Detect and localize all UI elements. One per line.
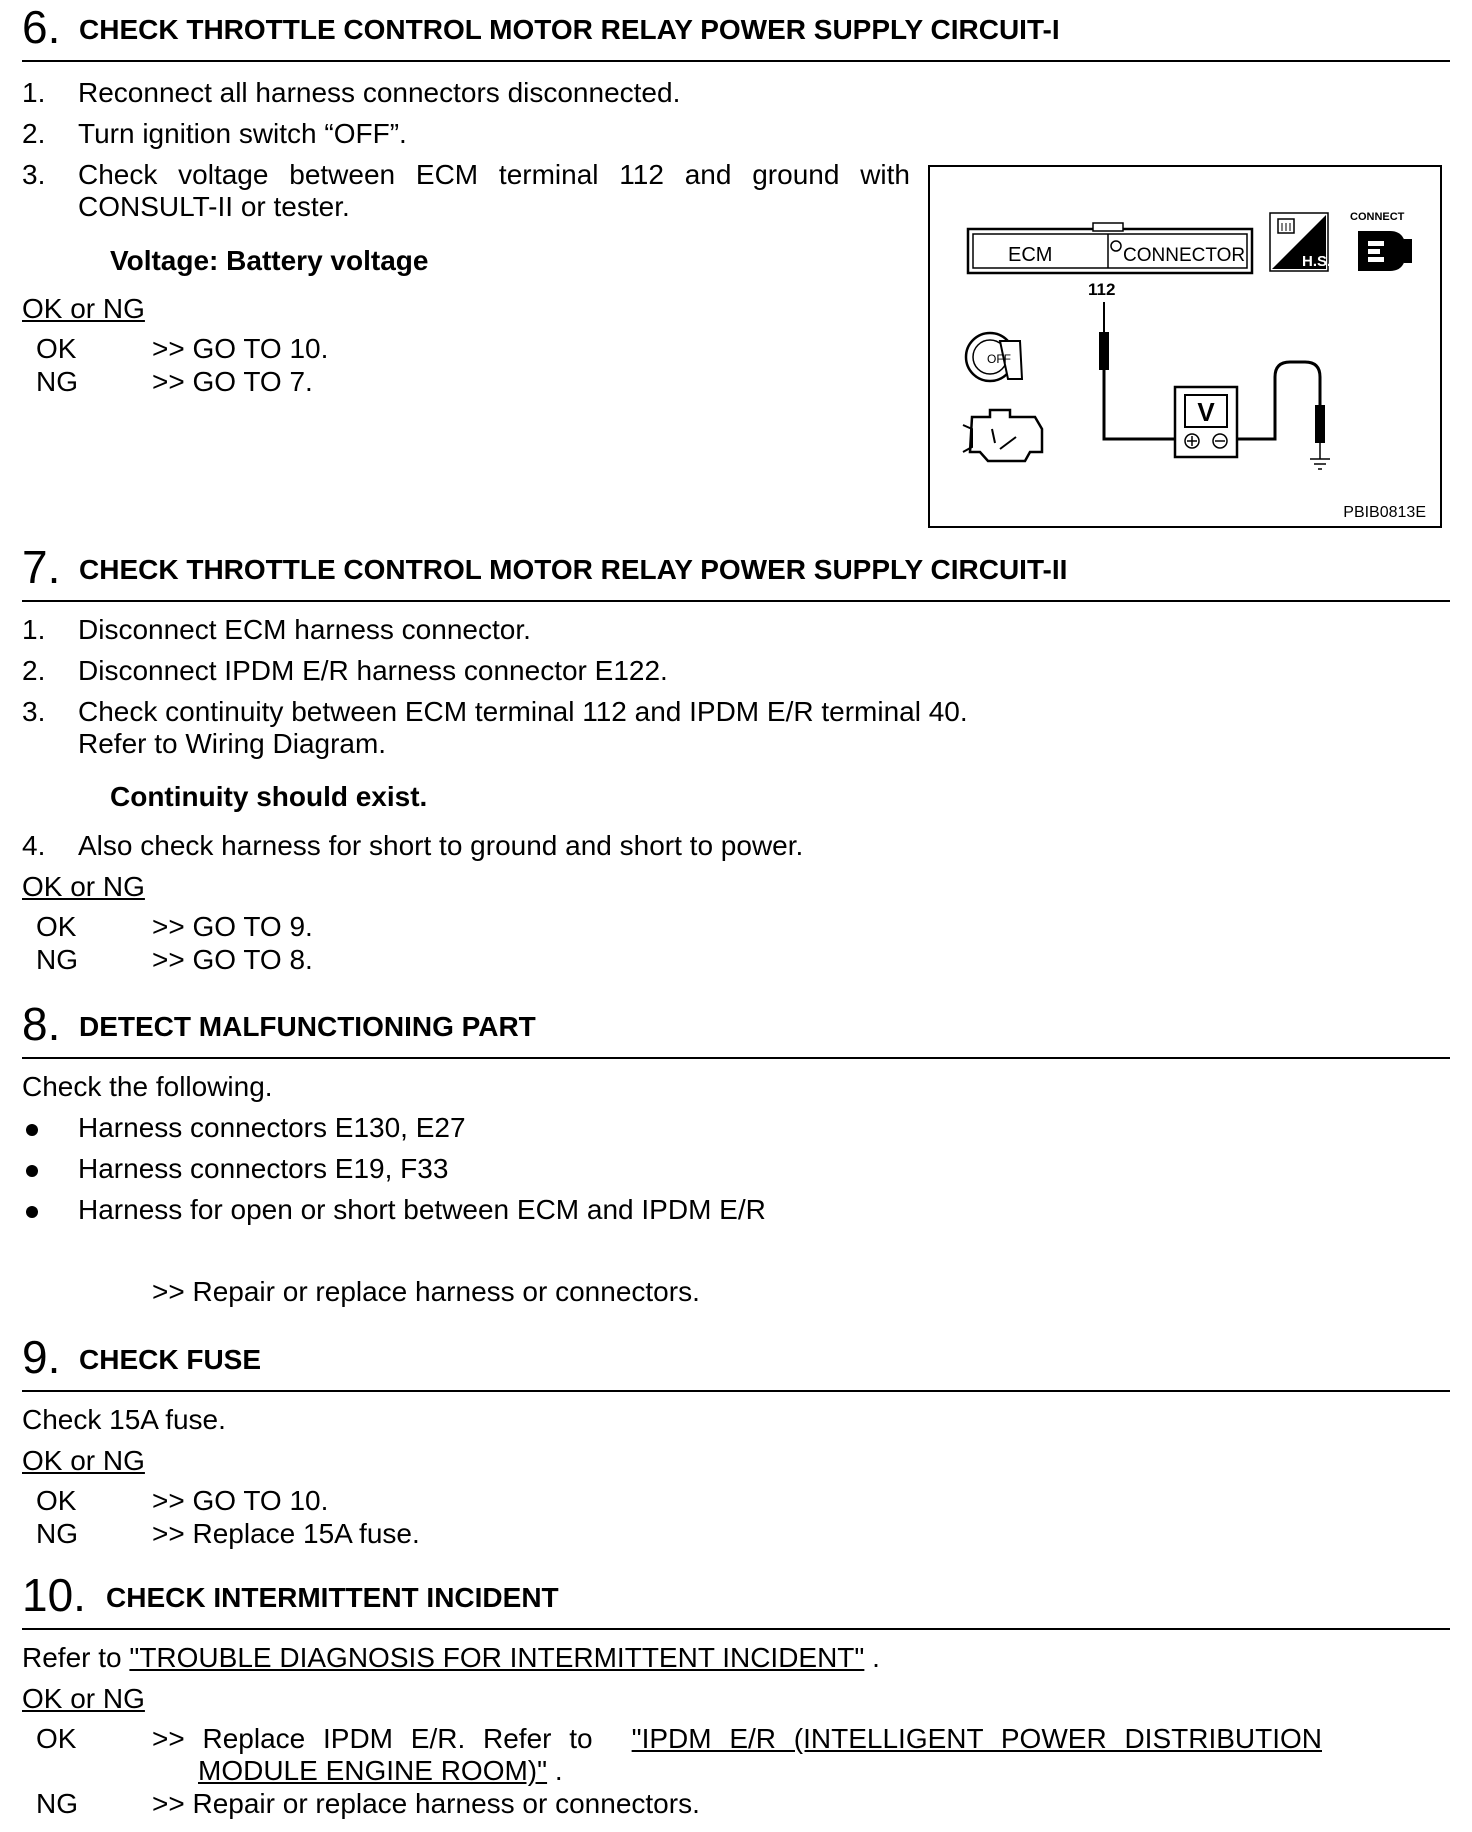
ok-value-prefix: >> Replace IPDM E/R. Refer to: [152, 1723, 593, 1754]
step-7-title: CHECK THROTTLE CONTROL MOTOR RELAY POWER SUPPLY CIRCUIT-II: [79, 554, 1068, 585]
ipdm-er-link-line-2[interactable]: MODULE ENGINE ROOM)": [198, 1755, 548, 1786]
circuit-diagram: [930, 167, 1439, 525]
item-text: Disconnect IPDM E/R harness connector E122.: [78, 655, 668, 686]
item-text: Turn ignition switch “OFF”.: [78, 118, 407, 149]
bullet-icon: [26, 1206, 38, 1218]
ecm-connector: [968, 223, 1252, 273]
ok-key: OK: [36, 911, 77, 942]
ng-value: >> Repair or replace harness or connectors.: [152, 1788, 700, 1819]
ok-link-suffix: .: [547, 1755, 563, 1786]
step-7-header: [22, 540, 1450, 602]
bullet-text: Harness for open or short between ECM and IPDM E/R: [78, 1194, 766, 1225]
ng-key: NG: [36, 1788, 78, 1819]
step-10-refer: [22, 1641, 880, 1674]
item-number: 1.: [22, 614, 46, 645]
refer-suffix: .: [864, 1642, 880, 1673]
step-9-intro: Check 15A fuse.: [22, 1404, 226, 1435]
ground-probe: [1315, 405, 1325, 443]
bullet-icon: [26, 1165, 38, 1177]
step-6-okng-label: OK or NG: [22, 293, 145, 324]
item-text: Disconnect ECM harness connector.: [78, 614, 531, 645]
ok-value: >> GO TO 9.: [152, 911, 313, 942]
step-7-spec: Continuity should exist.: [110, 781, 428, 812]
step-6-number: 6.: [22, 1, 61, 53]
voltmeter-label: V: [1197, 397, 1215, 427]
ok-value: [152, 1722, 1322, 1755]
step-6-title: CHECK THROTTLE CONTROL MOTOR RELAY POWER SUPPLY CIRCUIT-I: [79, 14, 1060, 45]
ok-key: OK: [36, 333, 77, 364]
ok-key: OK: [36, 1723, 77, 1754]
step-10-number: 10.: [22, 1569, 86, 1621]
refer-prefix: Refer to: [22, 1642, 130, 1673]
trouble-diagnosis-link[interactable]: "TROUBLE DIAGNOSIS FOR INTERMITTENT INCIDENT": [129, 1642, 865, 1673]
item-text: Reconnect all harness connectors disconnected.: [78, 77, 681, 108]
ok-key: OK: [36, 1485, 77, 1516]
ipdm-er-link-line-1[interactable]: "IPDM E/R (INTELLIGENT POWER DISTRIBUTION: [631, 1723, 1322, 1754]
step-8-title: DETECT MALFUNCTIONING PART: [79, 1011, 536, 1042]
hs-label: H.S.: [1302, 253, 1332, 270]
ng-value: >> GO TO 8.: [152, 944, 313, 975]
ok-value: >> GO TO 10.: [152, 333, 329, 364]
ok-value: >> GO TO 10.: [152, 1485, 329, 1516]
item-text-line-1: Check voltage between ECM terminal 112 and ground with: [78, 159, 910, 190]
off-label: OFF: [987, 352, 1011, 366]
step-6-header: [22, 0, 1450, 62]
terminal-label: 112: [1088, 280, 1116, 299]
positive-probe: [1099, 332, 1109, 370]
connect-label: CONNECT: [1350, 211, 1405, 223]
bullet-icon: [26, 1124, 38, 1136]
item-text: Also check harness for short to ground and short to power.: [78, 830, 804, 861]
item-text-line-2: Refer to Wiring Diagram.: [78, 728, 387, 759]
step-7-okng-label: OK or NG: [22, 871, 145, 902]
step-8-intro: Check the following.: [22, 1071, 273, 1102]
step-10-okng-label: OK or NG: [22, 1683, 145, 1714]
bullet-text: Harness connectors E19, F33: [78, 1153, 449, 1184]
step-6-spec: Voltage: Battery voltage: [110, 245, 429, 276]
harness-side-icon: [1270, 213, 1331, 271]
step-8-header: [22, 997, 1450, 1059]
ng-key: NG: [36, 1518, 78, 1549]
step-8-number: 8.: [22, 998, 61, 1050]
step-9-okng-label: OK or NG: [22, 1445, 145, 1476]
step-7-number: 7.: [22, 541, 61, 593]
ecm-label: ECM: [1008, 244, 1053, 266]
item-number: 4.: [22, 830, 46, 861]
engine-icon: [963, 410, 1042, 461]
item-number: 2.: [22, 655, 46, 686]
connector-label: CONNECTOR: [1123, 245, 1246, 266]
item-text-line-2: CONSULT-II or tester.: [78, 191, 350, 222]
step-9-number: 9.: [22, 1331, 61, 1383]
step-8-action: >> Repair or replace harness or connectors.: [152, 1276, 700, 1307]
step-9-title: CHECK FUSE: [79, 1344, 262, 1375]
connect-icon: [1350, 211, 1412, 271]
ng-value: >> GO TO 7.: [152, 366, 313, 397]
ng-key: NG: [36, 366, 78, 397]
step-9-header: [22, 1330, 1450, 1392]
ng-key: NG: [36, 944, 78, 975]
bullet-text: Harness connectors E130, E27: [78, 1112, 466, 1143]
item-number: 3.: [22, 696, 46, 727]
item-number: 2.: [22, 118, 46, 149]
step-10-header: [22, 1568, 1450, 1630]
voltage-check-figure: [928, 165, 1442, 528]
ground-symbol-icon: [1310, 443, 1330, 469]
ng-value: >> Replace 15A fuse.: [152, 1518, 420, 1549]
voltmeter-icon: [1175, 387, 1237, 457]
item-text-line-1: Check continuity between ECM terminal 112 and IPDM E/R terminal 40.: [78, 696, 968, 727]
figure-code: PBIB0813E: [1343, 504, 1426, 521]
step-10-title: CHECK INTERMITTENT INCIDENT: [106, 1582, 559, 1613]
item-number: 1.: [22, 77, 46, 108]
item-number: 3.: [22, 159, 46, 190]
ignition-key-off-icon: [966, 333, 1022, 381]
step-10-ok-row-cont: [198, 1754, 563, 1787]
step-6: [22, 0, 1450, 540]
